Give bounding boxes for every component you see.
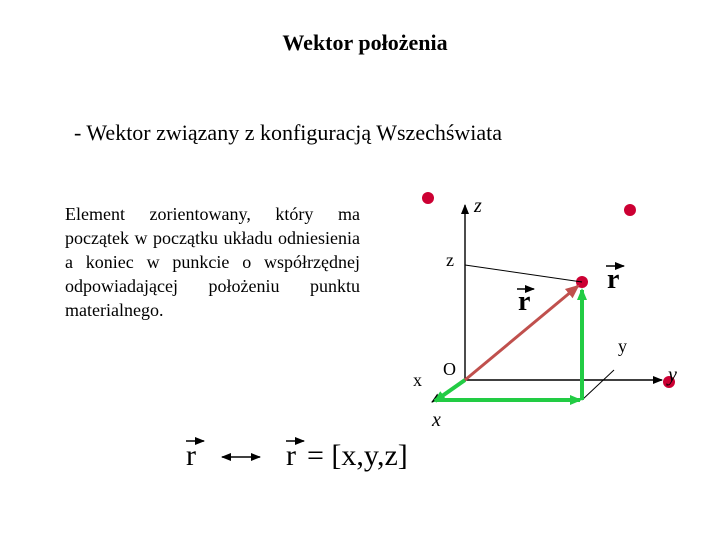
- slide-subtitle: - Wektor związany z konfiguracją Wszechświata: [74, 120, 503, 145]
- y-projection-line: [582, 370, 614, 400]
- equation-r-left: r: [186, 439, 196, 472]
- x-component-arrow: [435, 380, 465, 401]
- slide-title: Wektor położenia: [282, 30, 448, 55]
- point-top-left: [422, 192, 434, 204]
- origin-label: O: [443, 359, 456, 379]
- x-coordinate-label: x: [413, 370, 422, 390]
- point-top-right: [624, 204, 636, 216]
- equation-r-right: r: [286, 439, 296, 472]
- y-axis-label: y: [668, 364, 677, 386]
- x-axis-label: x: [432, 409, 441, 431]
- z-coordinate-label: z: [446, 250, 454, 270]
- z-axis-label: z: [474, 195, 482, 217]
- equation-rhs: = [x,y,z]: [307, 439, 408, 472]
- definition-text: Element zorientowany, który ma początek w początku układu odniesienia a koniec w punkcie o współrzędnej odpowiadającej położeniu punktu materialnego.: [65, 204, 360, 320]
- vector-r-center-label: r: [518, 286, 531, 317]
- vector-r-right-label: r: [607, 264, 620, 295]
- z-projection-line: [465, 265, 582, 282]
- y-coordinate-label: y: [618, 336, 627, 356]
